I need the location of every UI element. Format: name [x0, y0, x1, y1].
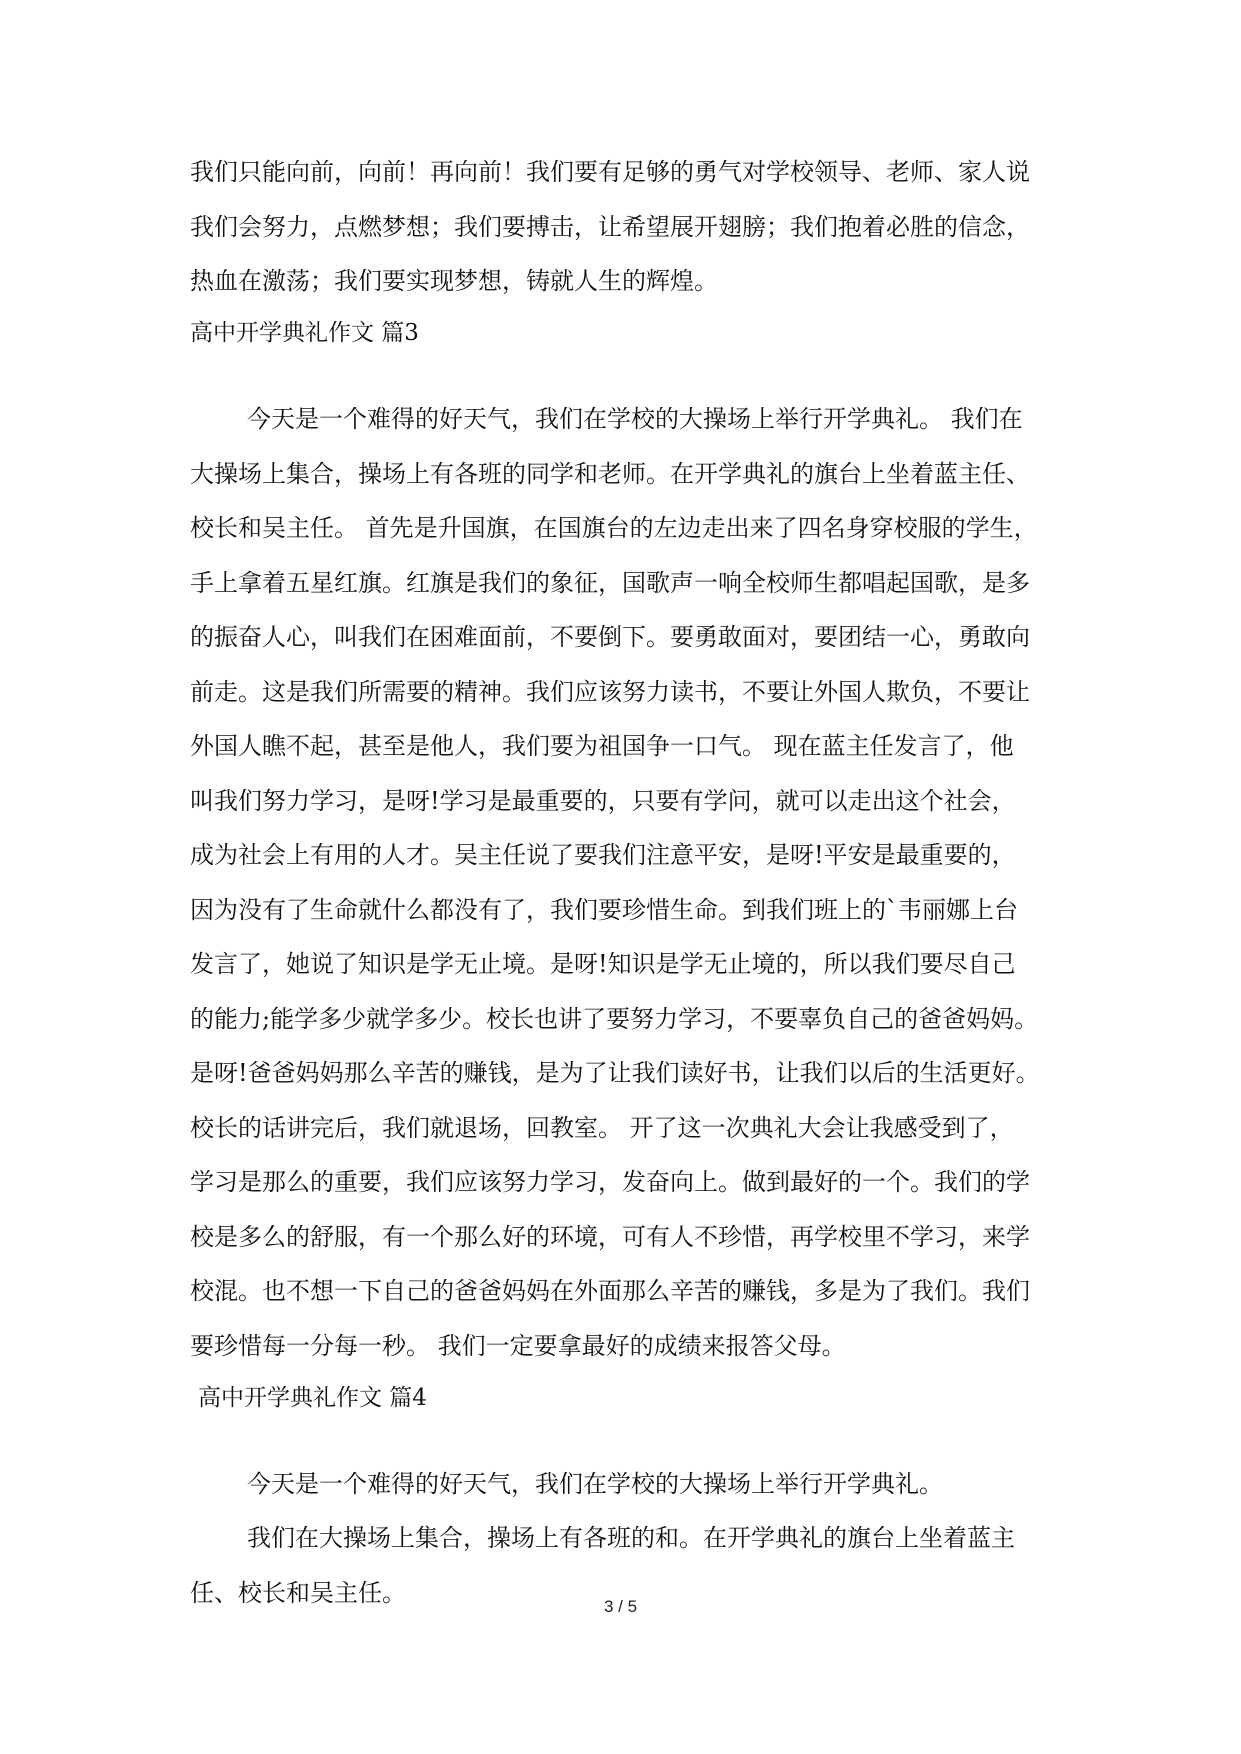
page-number: 3 / 5	[603, 1597, 638, 1616]
body-text-line: 我们在大操场上集合，操场上有各班的和。在开学典礼的旗台上坐着蓝主	[247, 1524, 1015, 1552]
body-text-line: 学习是那么的重要，我们应该努力学习，发奋向上。做到最好的一个。我们的学	[190, 1168, 1030, 1196]
body-text-line: 今天是一个难得的好天气，我们在学校的大操场上举行开学典礼。	[247, 1470, 943, 1498]
body-text-line: 我们只能向前，向前！再向前！我们要有足够的勇气对学校领导、老师、家人说	[190, 158, 1030, 186]
body-text-line: 手上拿着五星红旗。红旗是我们的象征，国歌声一响全校师生都唱起国歌，是多	[190, 569, 1030, 597]
body-text-line: 叫我们努力学习，是呀!学习是最重要的，只要有学问，就可以走出这个社会，	[190, 787, 1016, 815]
section-heading: 高中开学典礼作文 篇4	[198, 1385, 427, 1411]
body-text-line: 的振奋人心，叫我们在困难面前，不要倒下。要勇敢面对，要团结一心，勇敢向	[190, 623, 1030, 651]
body-text-line: 因为没有了生命就什么都没有了，我们要珍惜生命。到我们班上的`韦丽娜上台	[190, 896, 1018, 924]
section-heading: 高中开学典礼作文 篇3	[190, 320, 419, 346]
body-text-line: 任、校长和吴主任。	[190, 1579, 406, 1607]
body-text-line: 我们会努力，点燃梦想；我们要搏击，让希望展开翅膀；我们抱着必胜的信念，	[190, 213, 1030, 241]
body-text-line: 成为社会上有用的人才。吴主任说了要我们注意平安，是呀!平安是最重要的，	[190, 841, 1016, 869]
body-text-line: 大操场上集合，操场上有各班的同学和老师。在开学典礼的旗台上坐着蓝主任、	[190, 460, 1030, 488]
body-text-line: 热血在激荡；我们要实现梦想，铸就人生的辉煌。	[190, 267, 718, 295]
body-text-line: 的能力;能学多少就学多少。校长也讲了要努力学习，不要辜负自己的爸爸妈妈。	[190, 1005, 1039, 1033]
body-text-line: 外国人瞧不起，甚至是他人，我们要为祖国争一口气。 现在蓝主任发言了，他	[190, 732, 1014, 760]
body-text-line: 是呀!爸爸妈妈那么辛苦的赚钱，是为了让我们读好书，让我们以后的生活更好。	[190, 1059, 1040, 1087]
body-text-line: 校长的话讲完后，我们就退场，回教室。 开了这一次典礼大会让我感受到了，	[190, 1114, 1014, 1142]
body-text-line: 发言了，她说了知识是学无止境。是呀!知识是学无止境的，所以我们要尽自己	[190, 950, 1016, 978]
body-text-line: 校长和吴主任。 首先是升国旗，在国旗台的左边走出来了四名身穿校服的学生，	[190, 514, 1038, 542]
body-text-line: 前走。这是我们所需要的精神。我们应该努力读书，不要让外国人欺负，不要让	[190, 678, 1030, 706]
body-text-line: 校是多么的舒服，有一个那么好的环境，可有人不珍惜，再学校里不学习，来学	[190, 1223, 1030, 1251]
body-text-line: 校混。也不想一下自己的爸爸妈妈在外面那么辛苦的赚钱，多是为了我们。我们	[190, 1277, 1030, 1305]
body-text-line: 今天是一个难得的好天气，我们在学校的大操场上举行开学典礼。 我们在	[247, 405, 1023, 433]
body-text-line: 要珍惜每一分每一秒。 我们一定要拿最好的成绩来报答父母。	[190, 1332, 846, 1360]
